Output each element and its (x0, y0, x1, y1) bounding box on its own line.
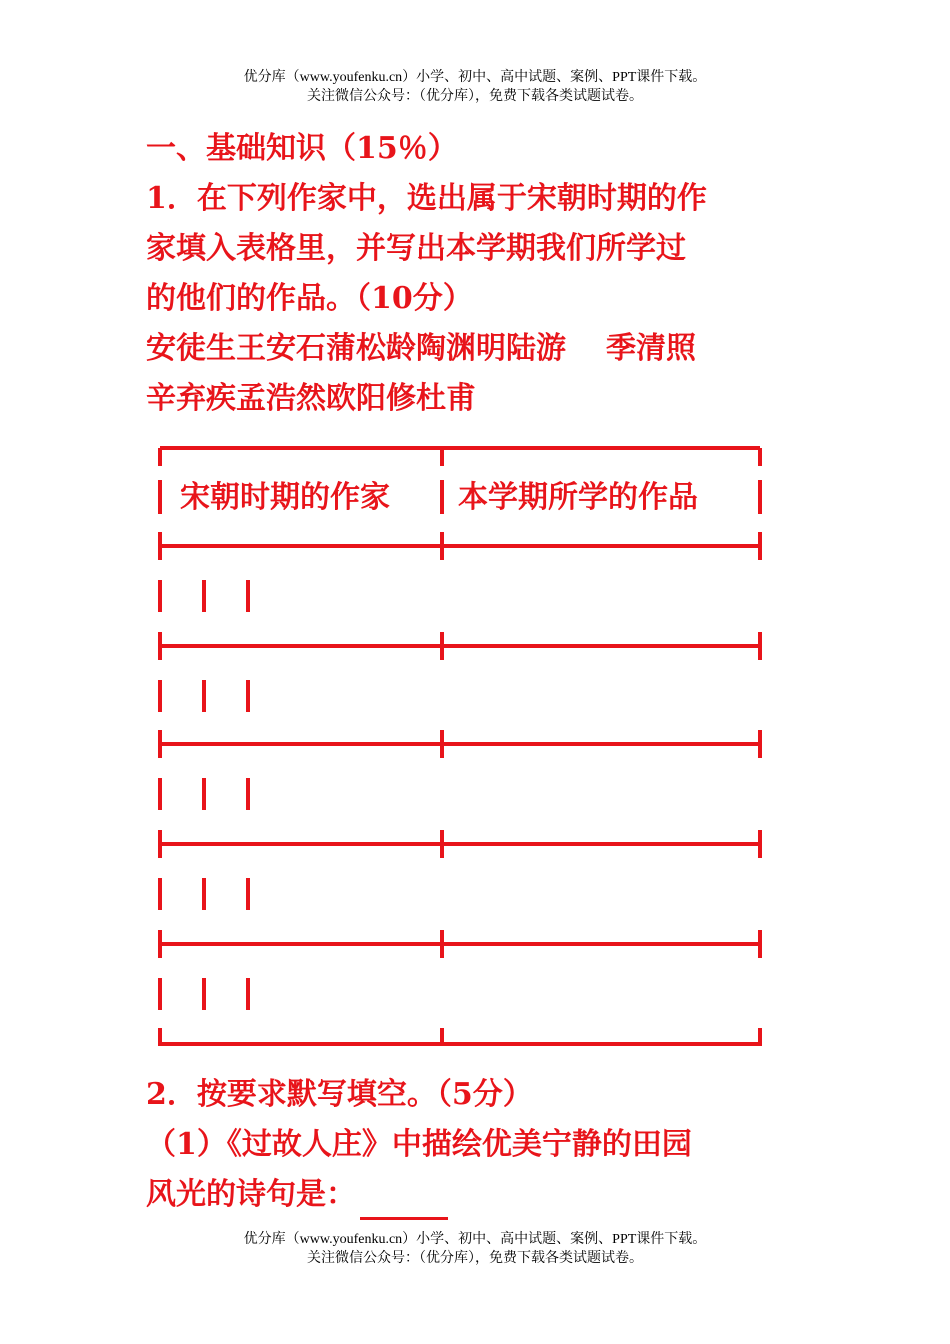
header-line-1: 优分库（www.youfenku.cn）小学、初中、高中试题、案例、PPT课件下载。 (243, 70, 707, 85)
q2-title: 2．按要求默写填空。（5分） (146, 1077, 533, 1112)
q2-sub1-text: 风光的诗句是： (146, 1177, 356, 1212)
page-footer (0, 1230, 950, 1268)
footer-line-1: 优分库（www.youfenku.cn）小学、初中、高中试题、案例、PPT课件下载。 (243, 1232, 707, 1247)
answer-table-lines (158, 442, 762, 1052)
answer-table (158, 442, 762, 1052)
header-line-2: 关注微信公众号：（优分库），免费下载各类试题试卷。 (307, 89, 643, 104)
q1-line-3: 的他们的作品。（10分） (146, 281, 473, 316)
author-list-part-a: 安徒生王安石蒲松龄陶渊明陆游 (146, 331, 566, 366)
author-list-part-b: 季清照 (606, 331, 696, 366)
question-2-block (146, 1070, 812, 1220)
table-header-works: 本学期所学的作品 (458, 480, 698, 515)
footer-line-2: 关注微信公众号：（优分库），免费下载各类试题试卷。 (307, 1251, 643, 1266)
q2-sub1-line-1: （1）《过故人庄》中描绘优美宁静的田园 (146, 1127, 692, 1162)
section-title: 一、基础知识（15％） (146, 131, 458, 166)
q1-line-1: 1．在下列作家中，选出属于宋朝时期的作 (146, 181, 707, 216)
q2-sub1-line-2 (146, 1170, 812, 1220)
table-header-authors: 宋朝时期的作家 (180, 480, 390, 515)
q1-line-2: 家填入表格里，并写出本学期我们所学过 (146, 231, 686, 266)
answer-blank[interactable] (360, 1183, 448, 1220)
author-list-line-2: 辛弃疾孟浩然欧阳修杜甫 (146, 381, 476, 416)
author-list-line-1 (146, 324, 812, 374)
page-header (0, 68, 950, 106)
question-block (146, 124, 812, 424)
